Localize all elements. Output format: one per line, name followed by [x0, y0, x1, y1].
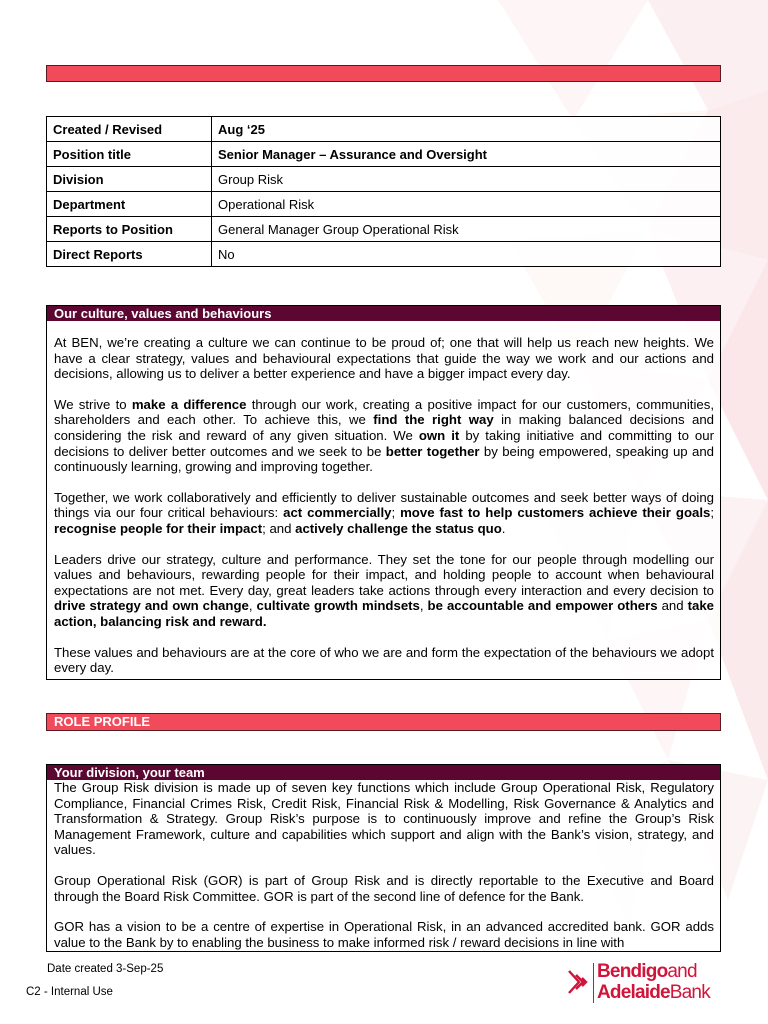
division-heading: Your division, your team: [47, 765, 720, 780]
culture-paragraph-4: Leaders drive our strategy, culture and performance. They set the tone for our people through modelling our values and behaviours, rewarding people for their impact, and holding people to account when behavioural expectations are not met. Every day, great leaders take actions through every interaction and every decision to drive strategy and own change, cultivate growth mindsets, be accountable and empower others and take action, balancing risk and reward.: [54, 551, 714, 629]
division-paragraph-1: The Group Risk division is made up of seven key functions which include Group Operational Risk, Regulatory Compliance, Financial Crimes Risk, Credit Risk, Financial Risk & Modelling, Risk Governance & Analytics and Transformation & Strategy. Group Risk’s purpose is to continuously improve and refine the Group’s Risk Management Framework, culture and capabilities which support and align with the Bank’s vision, strategy, and values.: [54, 780, 714, 858]
info-value: Aug ‘25: [212, 117, 721, 142]
culture-paragraph-2: We strive to make a difference through our work, creating a positive impact for our customers, communities, shareholders and each other. To achieve this, we find the right way in making balanced decisions and considering the risk and reward of any given situation. We own it by taking initiative and committing to our decisions to deliver better outcomes and we seek to be better together by being empowered, speaking up and continuously learning, growing and improving together.: [54, 396, 714, 475]
info-label: Reports to Position: [47, 217, 212, 242]
culture-section: [46, 305, 721, 680]
info-label: Created / Revised: [47, 117, 212, 142]
division-paragraph-3: GOR has a vision to be a centre of expertise in Operational Risk, in an advanced accredited bank. GOR adds value to the Bank by to enabling the business to make informed risk / reward decisions in line with: [54, 919, 714, 950]
culture-paragraph-5: These values and behaviours are at the core of who we are and form the expectation of the behaviours we adopt every day.: [54, 644, 714, 676]
culture-heading: Our culture, values and behaviours: [47, 306, 720, 321]
info-label: Direct Reports: [47, 242, 212, 267]
info-value: Operational Risk: [212, 192, 721, 217]
division-section: [46, 764, 721, 952]
chevron-logo-icon: [567, 969, 591, 995]
culture-paragraph-3: Together, we work collaboratively and efficiently to deliver sustainable outcomes and seek better ways of doing things via our four critical behaviours: act commercially; move fast to help customers achieve their goals; recognise people for their impact; and actively challenge the status quo.: [54, 489, 715, 536]
role-profile-bar: ROLE PROFILE: [46, 713, 721, 731]
info-value: Senior Manager – Assurance and Oversight: [212, 142, 721, 167]
info-value: No: [212, 242, 721, 267]
logo-divider: [593, 963, 594, 1003]
info-row: [47, 117, 721, 142]
info-row: [47, 242, 721, 267]
footer-date-created: Date created 3-Sep-25: [47, 963, 164, 975]
position-info-table: [46, 116, 721, 267]
info-row: [47, 142, 721, 167]
culture-paragraph-1: At BEN, we’re creating a culture we can continue to be proud of; one that will help us reach new heights. We have a clear strategy, values and behavioural expectations that guide the way we work and our actions and decisions, allowing us to deliver a better experience and have a bigger impact every day.: [54, 335, 714, 382]
info-row: [47, 192, 721, 217]
info-value: General Manager Group Operational Risk: [212, 217, 721, 242]
info-label: Department: [47, 192, 212, 217]
info-row: [47, 217, 721, 242]
info-value: Group Risk: [212, 167, 721, 192]
footer-classification: C2 - Internal Use: [26, 986, 113, 998]
info-label: Division: [47, 167, 212, 192]
division-paragraph-2: Group Operational Risk (GOR) is part of Group Risk and is directly reportable to the Executive and Board through the Board Risk Committee. GOR is part of the second line of defence for the Bank.: [54, 872, 714, 904]
logo-wordmark: Bendigoand AdelaideBank: [597, 961, 710, 1003]
info-row: [47, 167, 721, 192]
info-label: Position title: [47, 142, 212, 167]
bendigo-adelaide-bank-logo: [567, 961, 737, 1005]
header-red-bar: [46, 65, 721, 82]
